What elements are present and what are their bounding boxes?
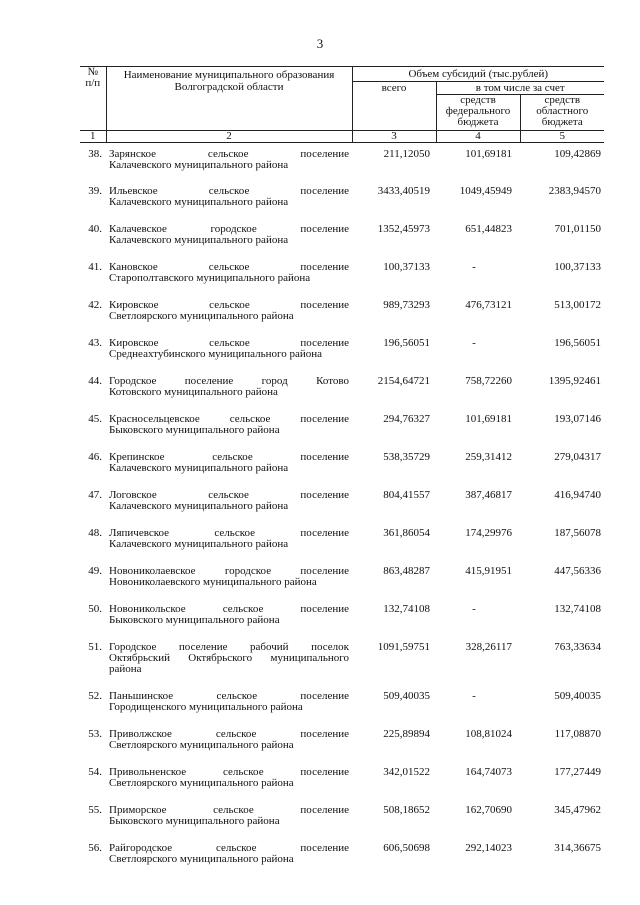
name-line: Ляпичевское сельское поселение bbox=[109, 526, 349, 539]
regional-value: 345,47962 bbox=[554, 803, 601, 816]
header-regional: средств областного бюджета bbox=[520, 95, 604, 131]
regional-value: 513,00172 bbox=[554, 298, 601, 311]
name-line: Кановское сельское поселение bbox=[109, 260, 349, 273]
municipality-name bbox=[106, 257, 352, 295]
federal-value: 476,73121 bbox=[465, 298, 512, 311]
row-number: 50. bbox=[88, 602, 102, 615]
table-row bbox=[80, 637, 604, 686]
row-number: 55. bbox=[88, 803, 102, 816]
regional-value: 193,07146 bbox=[554, 412, 601, 425]
total-value: 211,12050 bbox=[383, 148, 430, 160]
regional-value: 177,27449 bbox=[554, 765, 601, 778]
regional-value: 2383,94570 bbox=[548, 184, 601, 197]
header-name: Наименование муниципального образования Волгоградской области bbox=[106, 67, 352, 131]
regional-value: 509,40035 bbox=[554, 689, 601, 702]
name-line: Калачевского муниципального района bbox=[109, 461, 289, 474]
federal-value: 162,70690 bbox=[465, 803, 512, 816]
municipality-name bbox=[106, 762, 352, 800]
column-numbers-row bbox=[80, 131, 604, 143]
total-value: 294,76327 bbox=[383, 412, 430, 425]
total-value: 508,18652 bbox=[383, 803, 430, 816]
row-number: 52. bbox=[88, 689, 102, 702]
name-line: Логовское сельское поселение bbox=[109, 488, 349, 501]
row-number: 38. bbox=[88, 148, 102, 160]
name-line: Среднеахтубинского муниципального района bbox=[109, 347, 323, 360]
municipality-name bbox=[106, 724, 352, 762]
federal-value: 259,31412 bbox=[465, 450, 512, 463]
name-line: Кировское сельское поселение bbox=[109, 336, 349, 349]
total-value: 989,73293 bbox=[383, 298, 430, 311]
header-including: в том числе за счет bbox=[436, 82, 604, 95]
federal-value: - bbox=[472, 602, 476, 615]
column-number: 5 bbox=[520, 131, 604, 143]
total-value: 804,41557 bbox=[383, 488, 430, 501]
row-number: 46. bbox=[88, 450, 102, 463]
municipality-name bbox=[106, 219, 352, 257]
name-line: Красносельцевское сельское поселение bbox=[109, 412, 349, 425]
regional-value: 1395,92461 bbox=[548, 374, 601, 387]
name-line: Светлоярского муниципального района bbox=[109, 738, 294, 751]
municipality-name bbox=[106, 447, 352, 485]
name-line: Быковского муниципального района bbox=[109, 423, 280, 436]
table-row bbox=[80, 409, 604, 447]
total-value: 225,89894 bbox=[383, 727, 430, 740]
row-number: 43. bbox=[88, 336, 102, 349]
municipality-name bbox=[106, 686, 352, 724]
header-num: № п/п bbox=[80, 67, 106, 131]
regional-value: 196,56051 bbox=[554, 336, 601, 349]
name-line: Городское поселение город Котово bbox=[109, 374, 349, 387]
row-number: 48. bbox=[88, 526, 102, 539]
municipality-name bbox=[106, 295, 352, 333]
name-line: Крепинское сельское поселение bbox=[109, 450, 349, 463]
municipality-name bbox=[106, 637, 352, 686]
regional-value: 279,04317 bbox=[554, 450, 601, 463]
federal-value: 328,26117 bbox=[465, 640, 512, 653]
regional-value: 187,56078 bbox=[554, 526, 601, 539]
row-number: 45. bbox=[88, 412, 102, 425]
subsidy-table bbox=[80, 66, 604, 876]
name-line: Городищенского муниципального района bbox=[109, 700, 303, 713]
municipality-name bbox=[106, 143, 352, 181]
municipality-name bbox=[106, 485, 352, 523]
name-line: Новоникольское сельское поселение bbox=[109, 602, 349, 615]
name-line: Зарянское сельское поселение bbox=[109, 148, 349, 160]
total-value: 342,01522 bbox=[383, 765, 430, 778]
table-row bbox=[80, 447, 604, 485]
name-line: Калачевского муниципального района bbox=[109, 233, 289, 246]
regional-value: 763,33634 bbox=[554, 640, 601, 653]
name-line: Светлоярского муниципального района bbox=[109, 309, 294, 322]
total-value: 100,37133 bbox=[383, 260, 430, 273]
federal-value: 651,44823 bbox=[465, 222, 512, 235]
name-line: Быковского муниципального района bbox=[109, 814, 280, 827]
total-value: 2154,64721 bbox=[377, 374, 430, 387]
table-row bbox=[80, 333, 604, 371]
municipality-name bbox=[106, 523, 352, 561]
name-line: Светлоярского муниципального района bbox=[109, 776, 294, 789]
regional-value: 100,37133 bbox=[554, 260, 601, 273]
table-row bbox=[80, 724, 604, 762]
table-row bbox=[80, 219, 604, 257]
name-line: Паньшинское сельское поселение bbox=[109, 689, 349, 702]
regional-value: 416,94740 bbox=[554, 488, 601, 501]
name-line: Кировское сельское поселение bbox=[109, 298, 349, 311]
name-line: Калачевского муниципального района bbox=[109, 195, 289, 208]
federal-value: 164,74073 bbox=[465, 765, 512, 778]
total-value: 1091,59751 bbox=[377, 640, 430, 653]
federal-value: 387,46817 bbox=[465, 488, 512, 501]
federal-value: 108,81024 bbox=[465, 727, 512, 740]
table-row bbox=[80, 371, 604, 409]
table-row bbox=[80, 800, 604, 838]
regional-value: 117,08870 bbox=[554, 727, 601, 740]
row-number: 42. bbox=[88, 298, 102, 311]
table-row bbox=[80, 181, 604, 219]
table-row bbox=[80, 257, 604, 295]
federal-value: 758,72260 bbox=[465, 374, 512, 387]
name-line: Приволжское сельское поселение bbox=[109, 727, 349, 740]
total-value: 863,48287 bbox=[383, 564, 430, 577]
name-line: Городское поселение рабочий поселок bbox=[109, 640, 349, 653]
total-value: 606,50698 bbox=[383, 841, 430, 854]
row-number: 49. bbox=[88, 564, 102, 577]
table-row bbox=[80, 485, 604, 523]
name-line: Быковского муниципального района bbox=[109, 613, 280, 626]
regional-value: 447,56336 bbox=[554, 564, 601, 577]
federal-value: 1049,45949 bbox=[459, 184, 512, 197]
municipality-name bbox=[106, 561, 352, 599]
regional-value: 701,01150 bbox=[554, 222, 601, 235]
column-number: 4 bbox=[436, 131, 520, 143]
name-line: Ильевское сельское поселение bbox=[109, 184, 349, 197]
name-line: Новониколаевское городское поселение bbox=[109, 564, 349, 577]
row-number: 41. bbox=[88, 260, 102, 273]
table-row bbox=[80, 762, 604, 800]
table-row bbox=[80, 561, 604, 599]
row-number: 56. bbox=[88, 841, 102, 854]
name-line: Калачевского муниципального района bbox=[109, 537, 289, 550]
name-line: Котовского муниципального района bbox=[109, 385, 278, 398]
federal-value: - bbox=[472, 336, 476, 349]
regional-value: 109,42869 bbox=[554, 148, 601, 160]
federal-value: 292,14023 bbox=[465, 841, 512, 854]
table-row bbox=[80, 295, 604, 333]
name-line: Привольненское сельское поселение bbox=[109, 765, 349, 778]
municipality-name bbox=[106, 838, 352, 876]
row-number: 51. bbox=[88, 640, 102, 653]
column-number: 2 bbox=[106, 131, 352, 143]
name-line: Старополтавского муниципального района bbox=[109, 271, 311, 284]
municipality-name bbox=[106, 371, 352, 409]
total-value: 196,56051 bbox=[383, 336, 430, 349]
name-line: Светлоярского муниципального района bbox=[109, 852, 294, 865]
row-number: 44. bbox=[88, 374, 102, 387]
page-number: 3 bbox=[316, 36, 324, 51]
name-line: Октябрьский Октябрьского муниципального bbox=[109, 651, 349, 664]
regional-value: 132,74108 bbox=[554, 602, 601, 615]
table-row bbox=[80, 523, 604, 561]
total-value: 361,86054 bbox=[383, 526, 430, 539]
table-row bbox=[80, 143, 604, 181]
header-federal: средств федерального бюджета bbox=[436, 95, 520, 131]
table-row bbox=[80, 838, 604, 876]
row-number: 47. bbox=[88, 488, 102, 501]
header-volume: Объем субсидий (тыс.рублей) bbox=[352, 67, 604, 82]
federal-value: 101,69181 bbox=[465, 412, 512, 425]
column-number: 3 bbox=[352, 131, 436, 143]
row-number: 40. bbox=[88, 222, 102, 235]
total-value: 509,40035 bbox=[383, 689, 430, 702]
name-line: Калачевское городское поселение bbox=[109, 222, 349, 235]
name-line: Калачевского муниципального района bbox=[109, 159, 289, 171]
total-value: 3433,40519 bbox=[377, 184, 430, 197]
municipality-name bbox=[106, 409, 352, 447]
municipality-name bbox=[106, 800, 352, 838]
name-line: Новониколаевского муниципального района bbox=[109, 575, 317, 588]
municipality-name bbox=[106, 181, 352, 219]
federal-value: 101,69181 bbox=[465, 148, 512, 160]
total-value: 538,35729 bbox=[383, 450, 430, 463]
municipality-name bbox=[106, 599, 352, 637]
column-number: 1 bbox=[80, 131, 106, 143]
name-line: Райгородское сельское поселение bbox=[109, 841, 349, 854]
row-number: 54. bbox=[88, 765, 102, 778]
federal-value: - bbox=[472, 689, 476, 702]
table-row bbox=[80, 686, 604, 724]
row-number: 53. bbox=[88, 727, 102, 740]
name-line: Калачевского муниципального района bbox=[109, 499, 289, 512]
name-line: района bbox=[109, 662, 142, 675]
federal-value: - bbox=[472, 260, 476, 273]
header-total: всего bbox=[352, 82, 436, 131]
name-line: Приморское сельское поселение bbox=[109, 803, 349, 816]
federal-value: 415,91951 bbox=[465, 564, 512, 577]
federal-value: 174,29976 bbox=[465, 526, 512, 539]
total-value: 132,74108 bbox=[383, 602, 430, 615]
total-value: 1352,45973 bbox=[377, 222, 430, 235]
regional-value: 314,36675 bbox=[554, 841, 601, 854]
municipality-name bbox=[106, 333, 352, 371]
row-number: 39. bbox=[88, 184, 102, 197]
table-row bbox=[80, 599, 604, 637]
